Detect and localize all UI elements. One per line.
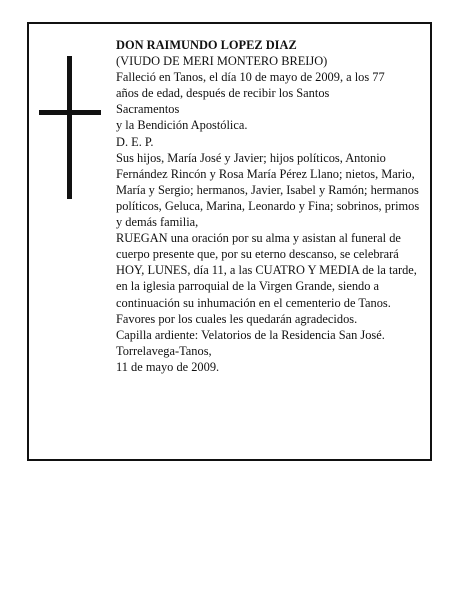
death-line-3: Sacramentos	[116, 102, 180, 117]
place-line: Torrelavega-Tanos,	[116, 343, 212, 358]
widower-line: (VIUDO DE MERI MONTERO BREIJO)	[116, 54, 328, 69]
deceased-name: DON RAIMUNDO LOPEZ DIAZ	[116, 38, 297, 52]
death-line-2: años de edad, después de recibir los Santos	[116, 86, 330, 101]
request-paragraph: RUEGAN una oración por su alma y asistan al funeral de cuerpo presente que, por su eterno descanso, se celebrará HOY, LUNES, día 11, a las CUATRO Y MEDIA de la tarde, en la iglesia parroquial de la Virgen Grande, siendo a continuación su inhumación en el cementerio de Tanos. Favores por los cuales les quedarán agradecidos.	[116, 231, 417, 326]
obituary-text	[116, 37, 428, 375]
obituary-notice	[27, 22, 432, 461]
cross-icon	[39, 56, 101, 199]
date-line: 11 de mayo de 2009.	[116, 359, 220, 374]
death-line-1: Falleció en Tanos, el día 10 de mayo de 2009, a los 77	[116, 70, 385, 85]
dep-line: D. E. P.	[116, 134, 154, 149]
family-paragraph: Sus hijos, María José y Javier; hijos políticos, Antonio Fernández Rincón y Rosa María Pérez Llano; nietos, Mario, María y Sergio; hermanos, Javier, Isabel y Ramón; hermanos políticos, Geluca, Marina, Leonardo y Fina; sobrinos, primos y demás familia,	[116, 150, 420, 230]
chapel-line: Capilla ardiente: Velatorios de la Residencia San José.	[116, 327, 385, 342]
cross-horizontal-bar	[39, 110, 101, 115]
cross-vertical-bar	[67, 56, 72, 199]
blessing-line: y la Bendición Apostólica.	[116, 118, 248, 133]
